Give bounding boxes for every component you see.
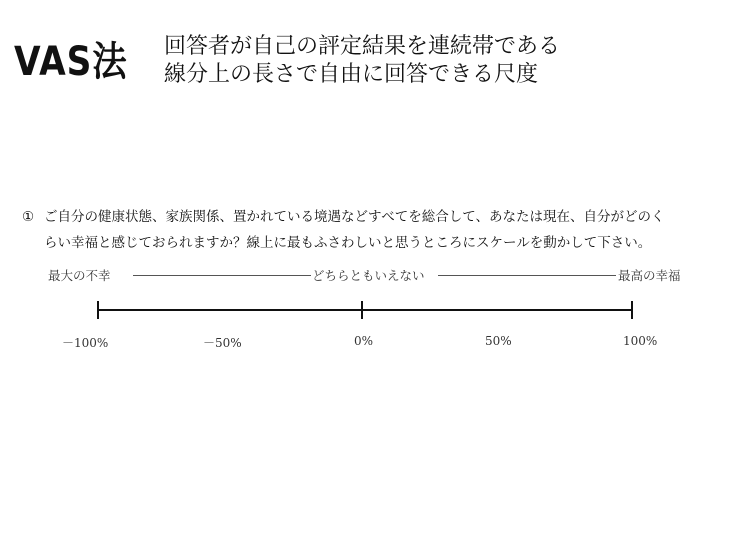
subtitle-line-2: 線分上の長さで自由に回答できる尺度 bbox=[164, 62, 539, 87]
page-title: VAS法 bbox=[14, 39, 128, 85]
scale-label-minus-100: －100% bbox=[62, 336, 109, 350]
anchor-right-label: 最高の幸福 bbox=[618, 268, 681, 283]
scale-label-100: 100% bbox=[623, 334, 658, 348]
scale-label-50: 50% bbox=[485, 334, 512, 348]
anchor-left-label: 最大の不幸 bbox=[48, 268, 111, 283]
scale-label-minus-50: －50% bbox=[203, 336, 242, 350]
scale-label-0: 0% bbox=[354, 334, 374, 348]
question-text-line-1: ご自分の健康状態、家族関係、置かれている境遇などすべてを総合して、あなたは現在、自分がどのく bbox=[44, 209, 665, 225]
question-text-line-2: らい幸福と感じておられますか？線上に最もふさわしいと思うところにスケールを動かして下さい。 bbox=[44, 235, 652, 251]
anchor-middle-label: どちらともいえない bbox=[312, 268, 425, 283]
question-number: ① bbox=[22, 209, 35, 225]
subtitle-line-1: 回答者が自己の評定結果を連続帯である bbox=[164, 34, 561, 59]
